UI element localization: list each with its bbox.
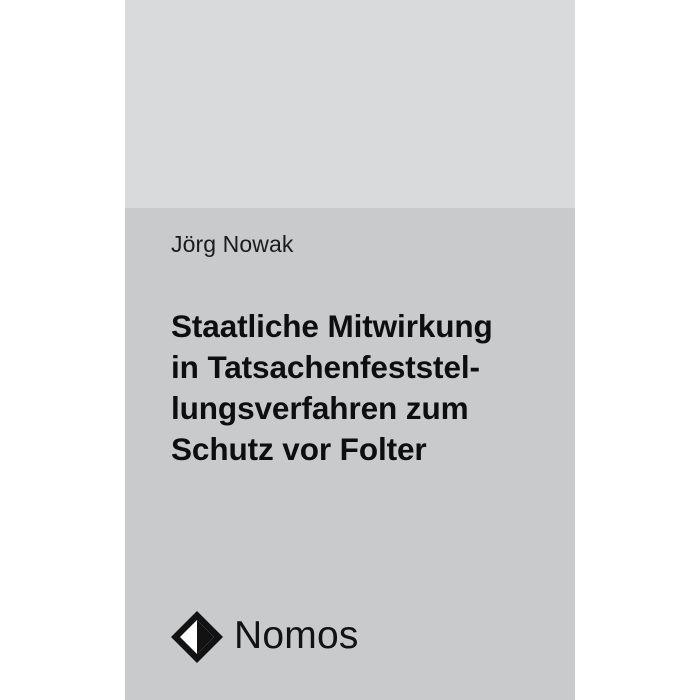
- nomos-diamond-icon: [171, 611, 223, 663]
- cover-upper-band: [125, 0, 575, 208]
- publisher-name: Nomos: [234, 614, 359, 657]
- title-line-3: lungsverfahren zum: [171, 390, 469, 426]
- book-title: [171, 306, 551, 470]
- title-line-1: Staatliche Mitwirkung: [171, 308, 493, 344]
- title-line-4: Schutz vor Folter: [171, 431, 427, 467]
- book-cover: [125, 0, 575, 700]
- title-line-2: in Tatsachenfeststel-: [171, 349, 480, 385]
- publisher-logo: [171, 611, 359, 663]
- author-name: Jörg Nowak: [171, 231, 294, 257]
